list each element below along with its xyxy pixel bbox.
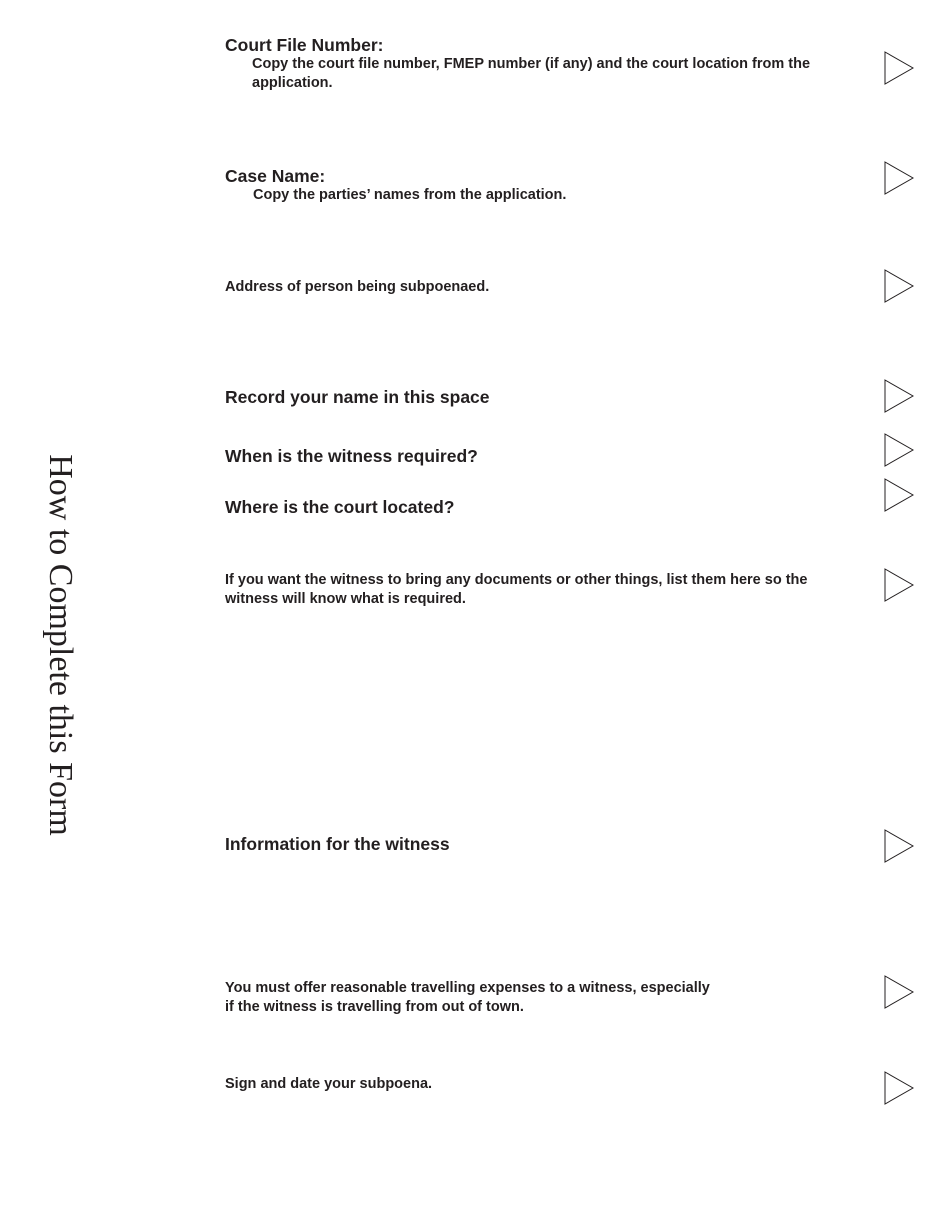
documents-note: If you want the witness to bring any documents or other things, list them here so the witness will know what is required. [225, 572, 808, 607]
court-file-heading: Court File Number: [225, 35, 384, 55]
sign-arrow-icon [884, 1071, 914, 1105]
when-heading: When is the witness required? [225, 446, 478, 466]
expenses-note [225, 979, 845, 1017]
address-arrow-icon [884, 269, 914, 303]
where-heading: Where is the court located? [225, 497, 455, 517]
expenses-line-2: if the witness is travelling from out of town. [225, 999, 524, 1015]
side-title: How to Complete this Form [42, 454, 79, 836]
documents-arrow-icon [884, 568, 914, 602]
witness-info-arrow-icon [884, 829, 914, 863]
case-name-section [225, 166, 845, 205]
court-file-arrow-icon [884, 51, 914, 85]
when-arrow-icon [884, 433, 914, 467]
court-file-section [225, 35, 845, 93]
case-name-instructions: Copy the parties’ names from the application. [253, 187, 567, 203]
case-name-arrow-icon [884, 161, 914, 195]
address-note: Address of person being subpoenaed. [225, 279, 490, 295]
your-name-heading: Record your name in this space [225, 387, 490, 407]
sign-note: Sign and date your subpoena. [225, 1076, 433, 1092]
court-file-instructions: Copy the court file number, FMEP number (if any) and the court location from the application. [252, 56, 811, 91]
your-name-arrow-icon [884, 379, 914, 413]
expenses-line-1: You must offer reasonable travelling expenses to a witness, especially [225, 980, 710, 996]
where-arrow-icon [884, 478, 914, 512]
expenses-arrow-icon [884, 975, 914, 1009]
case-name-heading: Case Name: [225, 166, 326, 186]
witness-info-heading: Information for the witness [225, 834, 450, 854]
